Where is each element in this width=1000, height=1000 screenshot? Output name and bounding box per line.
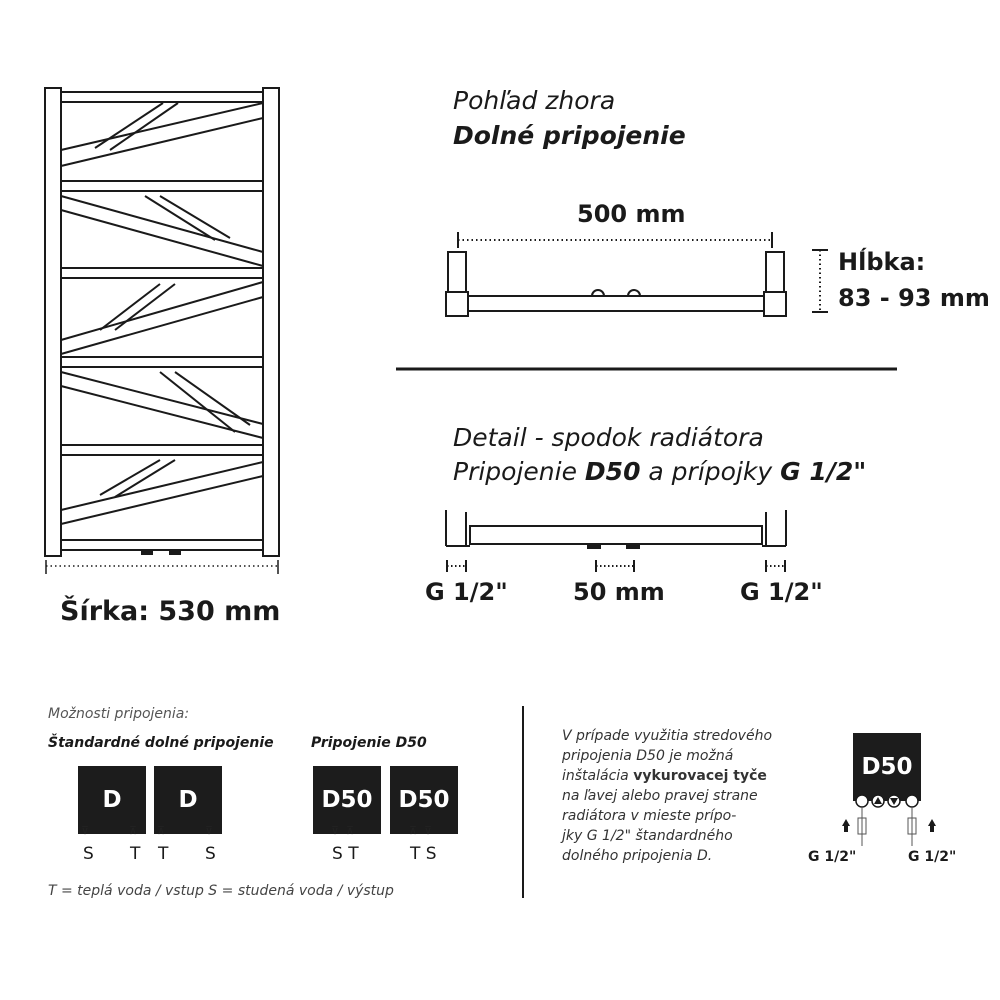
arrow-down-circle-icon: ⊽	[81, 824, 90, 837]
arrow-up-circle-icon: ⊼	[346, 824, 355, 837]
option-box-d50-st: D50	[313, 766, 381, 834]
letter: T	[130, 844, 141, 864]
note-line: radiátora v mieste prípo-	[562, 808, 737, 824]
depth-label: Hĺbka:	[838, 248, 926, 276]
arrow-up-circle-icon: ⊼	[157, 824, 166, 837]
arrow-up-circle-icon: ⊼	[129, 824, 138, 837]
note-line: dolného pripojenia D.	[562, 848, 713, 864]
depth-value: 83 - 93 mm	[838, 284, 990, 312]
note-line: V prípade využitia stredového	[562, 728, 773, 744]
option-box-d50-ts: D50	[390, 766, 458, 834]
top-view-subtitle: Dolné pripojenie	[453, 121, 686, 150]
width-label: Šírka: 530 mm	[60, 596, 281, 627]
top-view-width-dim: 500 mm	[577, 200, 686, 228]
detail-dim-right: G 1/2"	[740, 578, 823, 606]
note-line: na ľavej alebo pravej strane	[562, 788, 758, 804]
letter: S	[205, 844, 216, 864]
d50-connection-label: Pripojenie D50	[311, 735, 427, 751]
options-heading: Možnosti pripojenia:	[48, 706, 190, 722]
letter: T S	[410, 844, 437, 864]
option-box-d-st: D	[78, 766, 146, 834]
arrow-down-circle-icon: ⊽	[424, 824, 433, 837]
note-line3-prefix: inštalácia	[562, 768, 634, 784]
letter: S T	[332, 844, 359, 864]
detail-subtitle-mid: a prípojky	[640, 457, 781, 486]
letter: S	[83, 844, 94, 864]
arrow-up-circle-icon: ⊼	[409, 824, 418, 837]
detail-dim-left: G 1/2"	[425, 578, 508, 606]
detail-subtitle-g12: G 1/2"	[780, 457, 867, 486]
top-view-title: Pohľad zhora	[453, 86, 616, 115]
detail-title: Detail - spodok radiátora	[453, 423, 764, 452]
detail-subtitle-d50: D50	[584, 457, 641, 486]
arrow-down-circle-icon: ⊽	[205, 824, 214, 837]
legend: T = teplá voda / vstup S = studená voda / výstup	[48, 883, 394, 899]
note-line3-bold: vykurovacej tyče	[633, 768, 767, 784]
arrow-down-circle-icon: ⊽	[331, 824, 340, 837]
note-d50-box: D50	[853, 733, 921, 801]
detail-subtitle-prefix: Pripojenie	[453, 457, 585, 486]
note-line: jky G 1/2" štandardného	[562, 828, 733, 844]
note-line: pripojenia D50 je možná	[562, 748, 734, 764]
note-right-connection: G 1/2"	[908, 849, 957, 865]
letter: T	[158, 844, 169, 864]
option-box-d-ts: D	[154, 766, 222, 834]
note-left-connection: G 1/2"	[808, 849, 857, 865]
detail-dim-center: 50 mm	[573, 578, 665, 606]
standard-connection-label: Štandardné dolné pripojenie	[48, 735, 274, 751]
